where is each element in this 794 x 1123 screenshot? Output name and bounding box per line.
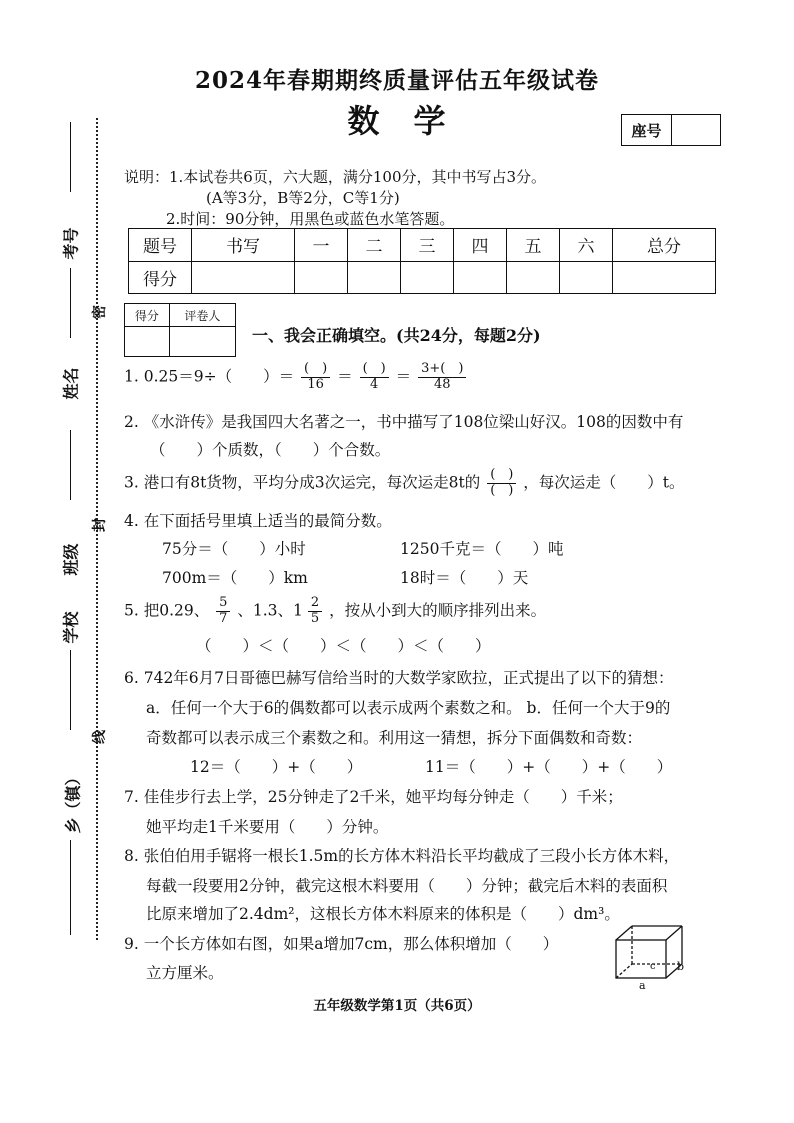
question-8-line-3: 比原来增加了2.4dm²，这根长方体木料原来的体积是（ ）dm³。 [146,905,620,923]
q5-fraction-2 [308,596,322,627]
q1-equals-2: ＝ [395,367,412,386]
question-5 [124,596,546,627]
q3-numerator: ( ) [487,468,516,484]
score-table-score-row [129,261,716,294]
q1-f3-denominator: 48 [433,376,451,392]
question-6-line-2: a．任何一个大于6的偶数都可以表示成两个素数之和。 b．任何一个大于9的 [146,699,671,717]
q5-fraction-1 [216,596,230,627]
score-header-cell: 四 [453,229,506,262]
sidebar-mi-label: 密 [92,305,108,319]
question-8-line-1: 8. 张伯伯用手锯将一根长1.5m的长方体木料沿长平均截成了三段小长方体木料， [124,847,680,865]
q5-middle: 、1.3、1 [237,601,303,620]
score-cell[interactable] [401,261,454,294]
question-6-odd-split: 11＝（ ）+（ ）+（ ） [425,758,673,776]
q1-f2-denominator: 4 [370,376,379,392]
question-4-item-d: 18时＝（ ）天 [400,569,529,587]
grader-name-label: 评卷人 [169,304,235,327]
score-header-cell: 一 [295,229,348,262]
score-table [128,228,716,294]
sidebar-xian-label: 线 [92,730,108,744]
cuboid-figure [610,922,690,990]
q1-fraction-1 [301,362,330,393]
sidebar-xiangzhen-label: 乡（镇） [63,769,83,834]
question-6-line-1: 6. 742年6月7日哥德巴赫写信给当时的大数学家欧拉，正式提出了以下的猜想： [124,669,674,687]
instruction-line-2: (A等3分，B等2分，C等1分) [206,189,400,207]
banji-line [70,430,71,500]
page-footer: 五年级数学第1页（共6页） [313,998,481,1014]
sidebar-feng-label: 封 [92,518,108,532]
q3-prefix: 3. 港口有8t货物，平均分成3次运完，每次运走8t的 [124,473,481,492]
seat-number-field[interactable] [672,115,720,145]
question-6-line-3: 奇数都可以表示成三个素数之和。利用这一猜想，拆分下面偶数和奇数： [146,729,643,747]
question-7-line-1: 7. 佳佳步行去上学，25分钟走了2千米，她平均每分钟走（ ）千米； [124,788,623,806]
question-4-item-b: 1250千克＝（ ）吨 [400,540,564,558]
q3-fraction [487,468,516,499]
score-header-cell: 题号 [129,229,192,262]
q1-fraction-2 [360,362,389,393]
score-cell[interactable] [192,261,295,294]
sidebar-kaohao-label: 考号 [61,227,81,260]
score-cell[interactable] [612,261,715,294]
score-header-cell: 书写 [192,229,295,262]
cuboid-label-c: c [650,961,656,972]
grader-table [124,303,236,357]
question-9-line-2: 立方厘米。 [146,964,224,982]
score-header-cell: 二 [348,229,401,262]
q1-f1-denominator: 16 [307,376,324,392]
question-7-line-2: 她平均走1千米要用（ ）分钟。 [146,818,389,836]
seat-number-box [621,114,721,146]
question-8-line-2: 每截一段要用2分钟，截完这根木料要用（ ）分钟；截完后木料的表面积 [146,877,668,895]
grader-score-label: 得分 [125,304,170,327]
score-cell[interactable] [453,261,506,294]
question-4-line-1: 4. 在下面括号里填上适当的最简分数。 [124,512,392,530]
sidebar-xuexiao-label: 学校 [61,611,81,644]
cuboid-label-b: b [677,960,685,973]
q5-suffix: ，按从小到大的顺序排列出来。 [329,601,547,620]
q1-fraction-3 [418,362,466,393]
grader-score-cell[interactable] [125,327,170,357]
q1-f2-numerator: ( ) [360,362,389,378]
question-2-line-1: 2. 《水浒传》是我国四大名著之一，书中描写了108位梁山好汉。108的因数中有 [124,413,684,431]
q1-prefix: 1. 0.25＝9÷（ ）＝ [124,367,295,386]
score-cell[interactable] [559,261,612,294]
section-1-title: 一、我会正确填空。(共24分，每题2分) [252,326,541,345]
subject-title: 数 学 [347,102,447,140]
question-2-line-2: （ ）个质数，（ ）个合数。 [150,441,391,459]
score-row-label: 得分 [129,261,192,294]
q5-f1-numerator: 5 [216,596,230,612]
q3-suffix: ，每次运走（ ）t。 [523,473,685,492]
instruction-line-1: 说明：1.本试卷共6页，六大题，满分100分，其中书写占3分。 [124,168,547,186]
instruction-line-3: 2.时间：90分钟，用黑色或蓝色水笔答题。 [166,210,455,228]
score-cell[interactable] [348,261,401,294]
sidebar-xingming-label: 姓名 [61,367,81,400]
score-header-cell: 三 [401,229,454,262]
question-4-item-a: 75分＝（ ）小时 [162,540,306,558]
q5-f2-denominator: 5 [310,610,320,626]
score-cell[interactable] [506,261,559,294]
q1-f1-numerator: ( ) [301,362,330,378]
q5-f1-denominator: 7 [219,610,228,626]
question-3 [124,468,685,499]
score-header-cell: 六 [559,229,612,262]
seat-label: 座号 [622,115,672,145]
sidebar-banji-label: 班级 [61,543,81,576]
xuexiao-line [70,650,71,730]
score-header-cell: 总分 [612,229,715,262]
xiangzhen-line [70,840,71,935]
question-5-answer-line: （ ）＜（ ）＜（ ）＜（ ） [196,637,491,655]
q1-equals-1: ＝ [337,367,353,386]
q5-f2-numerator: 2 [308,596,322,612]
exam-title: 2024年春期期终质量评估五年级试卷 [194,67,599,94]
grader-name-cell[interactable] [169,327,235,357]
q3-denominator: ( ) [490,482,514,498]
q5-prefix: 5. 把0.29、 [124,601,210,620]
cuboid-label-a: a [639,979,646,992]
question-4-item-c: 700m＝（ ）km [162,569,308,587]
question-6-even-split: 12＝（ ）+（ ） [190,758,363,776]
q1-f3-numerator: 3+( ) [418,362,466,378]
score-header-cell: 五 [506,229,559,262]
question-9-line-1: 9. 一个长方体如右图，如果a增加7cm，那么体积增加（ ） [124,935,559,953]
xingming-line [70,268,71,338]
score-table-header-row [129,229,716,262]
question-1 [124,362,468,393]
score-cell[interactable] [295,261,348,294]
